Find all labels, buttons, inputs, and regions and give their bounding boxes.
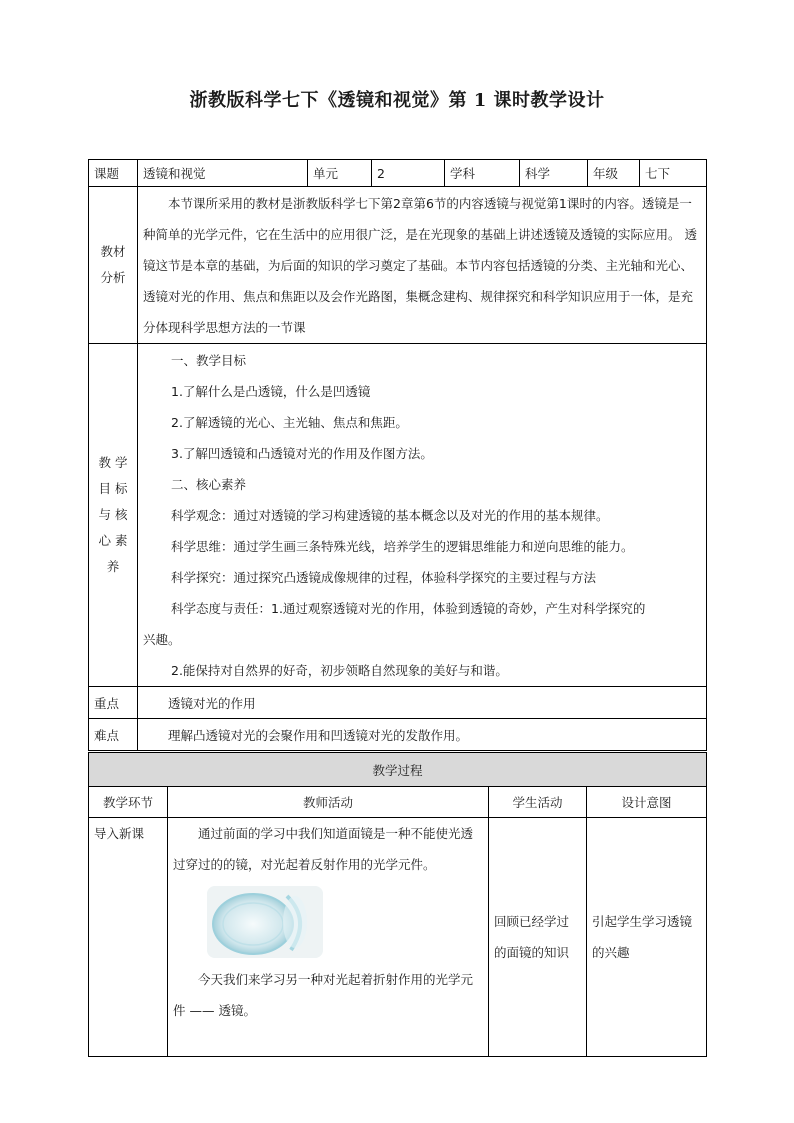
difficulty-text: 理解凸透镜对光的会聚作用和凹透镜对光的发散作用。 [138, 719, 707, 751]
objectives-label [89, 344, 138, 687]
objectives-label-line: 养 [106, 559, 120, 574]
teacher-text-2: 今天我们来学习另一种对光起着折射作用的光学元件 —— 透镜。 [173, 972, 474, 1018]
objectives-label-line: 目 标 [98, 481, 128, 496]
process-header-row [89, 787, 707, 818]
intro-student-activity: 回顾已经学过的面镜的知识 [489, 818, 587, 1057]
process-section-title: 教学过程 [89, 753, 707, 787]
key-point-text: 透镜对光的作用 [138, 687, 707, 719]
teacher-text-1: 通过前面的学习中我们知道面镜是一种不能使光透过穿过的的镜，对光起着反射作用的光学元件。 [173, 826, 474, 872]
analysis-row [89, 187, 707, 344]
competency-item: 科学思维：通过学生画三条特殊光线，培养学生的逻辑思维能力和逆向思维的能力。 [171, 538, 634, 554]
analysis-text: 本节课所采用的教材是浙教版科学七下第2章第6节的内容透镜与视觉第1课时的内容。透镜是一种简单的光学元件，它在生活中的应用很广泛，是在光现象的基础上讲述透镜及透镜的实际应用。 透镜这节是本章的基础，为后面的知识的学习奠定了基础。本节内容包括透镜的分类、主光轴和光心、透镜对光的作用、焦点和焦距以及会作光路图，集概念建构、规律探究和科学知识应用于一体，是充分体现科学思想方法的一节课 [138, 187, 707, 344]
difficulty-row [89, 719, 707, 751]
intro-stage: 导入新课 [89, 818, 168, 1057]
intro-teacher-activity [168, 818, 489, 1057]
unit-value: 2 [372, 160, 445, 187]
intro-row [89, 818, 707, 1057]
objective-heading: 一、教学目标 [171, 352, 247, 368]
difficulty-label: 难点 [89, 719, 138, 751]
competency-item: 科学态度与责任：1.通过观察透镜对光的作用，体验到透镜的奇妙，产生对科学探究的 [171, 600, 646, 616]
objective-item: 1.了解什么是凸透镜，什么是凹透镜 [171, 383, 371, 399]
analysis-label-line2: 分析 [100, 270, 126, 285]
competency-item: 科学探究：通过探究凸透镜成像规律的过程，体验科学探究的主要过程与方法 [171, 569, 597, 585]
subject-label: 学科 [445, 160, 520, 187]
topic-value: 透镜和视觉 [138, 160, 308, 187]
document-title: 浙教版科学七下《透镜和视觉》第 1 课时教学设计 [189, 90, 605, 111]
col-header-student: 学生活动 [489, 787, 587, 818]
objectives-content [138, 344, 707, 687]
competency-item-continued: 兴趣。 [143, 631, 181, 647]
objective-item: 3.了解凹透镜和凸透镜对光的作用及作图方法。 [171, 445, 433, 461]
objectives-label-line: 教 学 [98, 455, 128, 470]
objectives-row [89, 344, 707, 687]
competency-heading: 二、核心素养 [171, 476, 247, 492]
key-point-row [89, 687, 707, 719]
col-header-stage: 教学环节 [89, 787, 168, 818]
grade-label: 年级 [588, 160, 640, 187]
objectives-label-line: 心 素 [98, 533, 128, 548]
teaching-process-table [88, 752, 707, 1057]
key-point-label: 重点 [89, 687, 138, 719]
objectives-label-line: 与 核 [98, 507, 128, 522]
analysis-label-line1: 教材 [100, 244, 126, 259]
analysis-label [89, 187, 138, 344]
subject-value: 科学 [520, 160, 588, 187]
competency-item: 2.能保持对自然界的好奇，初步领略自然现象的美好与和谐。 [171, 662, 508, 678]
header-row [89, 160, 707, 187]
process-section-row [89, 753, 707, 787]
grade-value: 七下 [640, 160, 707, 187]
objective-item: 2.了解透镜的光心、主光轴、焦点和焦距。 [171, 414, 408, 430]
topic-label: 课题 [89, 160, 138, 187]
intro-design-intent: 引起学生学习透镜的兴趣 [587, 818, 707, 1057]
col-header-teacher: 教师活动 [168, 787, 489, 818]
glass-lens-icon [207, 886, 323, 958]
col-header-intent: 设计意图 [587, 787, 707, 818]
lesson-info-table [88, 159, 707, 751]
unit-label: 单元 [308, 160, 372, 187]
lens-image [207, 886, 323, 958]
competency-item: 科学观念：通过对透镜的学习构建透镜的基本概念以及对光的作用的基本规律。 [171, 507, 609, 523]
